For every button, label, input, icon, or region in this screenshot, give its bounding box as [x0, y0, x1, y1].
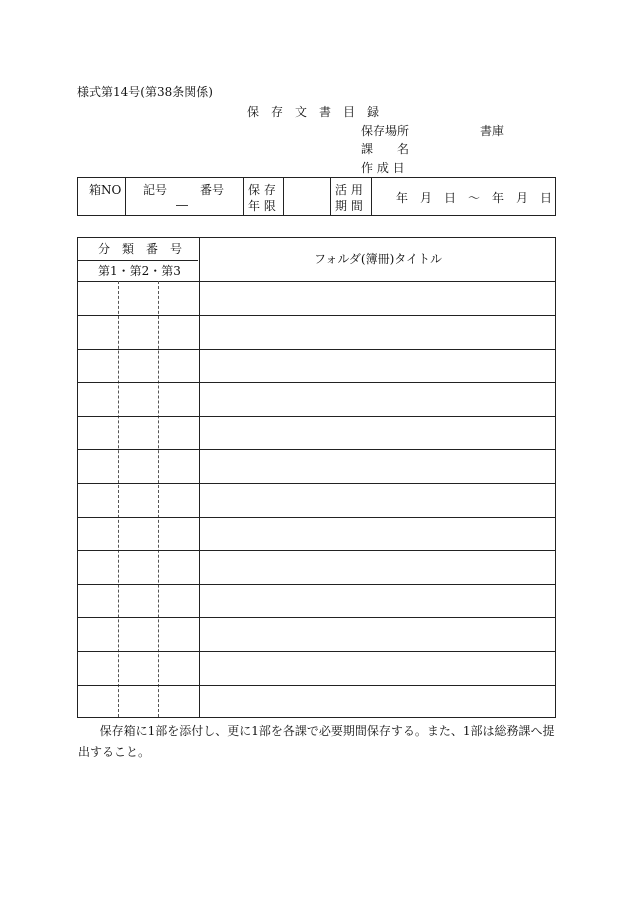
footer-note: 保存箱に1部を添付し、更に1部を各課で必要期間保存する。また、1部は総務課へ提出すること。: [78, 724, 555, 759]
symbol-number-dash: ―: [176, 198, 188, 212]
form-reference: 様式第14号(第38条関係): [77, 85, 213, 99]
classification-levels-header: 第1・第2・第3: [98, 264, 181, 278]
table-row: [78, 483, 555, 517]
folder-list-table: [77, 237, 556, 718]
use-period-label-line1: 活 用: [335, 183, 363, 197]
storage-location-suffix: 書庫: [480, 124, 505, 138]
symbol-label: 記号: [143, 183, 168, 197]
table-row: [78, 517, 555, 550]
number-label: 番号: [200, 183, 225, 197]
retention-label-line1: 保 存: [248, 183, 276, 197]
table-row: [78, 315, 555, 349]
table-row: [78, 550, 555, 584]
use-period-label-line2: 期 間: [335, 199, 363, 213]
table-row: [78, 281, 555, 315]
use-period-range: 年 月 日 〜 年 月 日: [396, 191, 553, 205]
table-row: [78, 651, 555, 685]
table-row: [78, 416, 555, 449]
classification-number-header: 分 類 番 号: [98, 242, 183, 256]
box-info-table: [77, 177, 556, 216]
document-title: 保 存 文 書 目 録: [247, 105, 380, 119]
storage-location-label: 保存場所: [361, 124, 410, 138]
table-row: [78, 382, 555, 416]
section-name-label: 課 名: [361, 142, 410, 156]
table-row: [78, 685, 555, 718]
retention-label-line2: 年 限: [248, 199, 276, 213]
created-date-label: 作 成 日: [361, 161, 405, 175]
table-row: [78, 617, 555, 651]
box-number-label: 箱NO: [89, 183, 122, 197]
table-row: [78, 449, 555, 483]
folder-title-header: フォルダ(簿冊)タイトル: [314, 252, 443, 266]
table-row: [78, 584, 555, 617]
table-row: [78, 349, 555, 382]
